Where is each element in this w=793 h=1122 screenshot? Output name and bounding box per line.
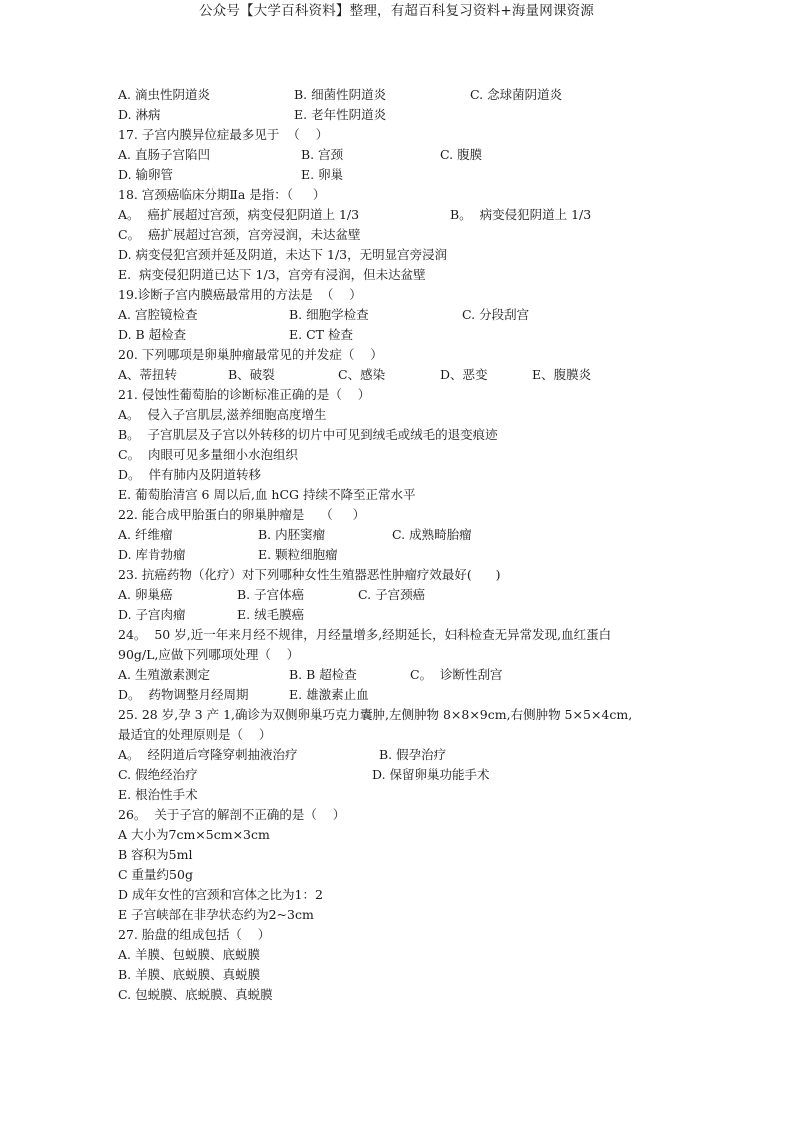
text-line [118,665,678,685]
text-line [118,865,678,885]
text-line [118,185,678,205]
text-line [118,425,678,445]
text-line [118,945,678,965]
option-text: A. 卵巢癌 [118,587,173,602]
line-text: D. 病变侵犯宫颈并延及阴道，未达下 1/3，无明显宫旁浸润 [118,247,448,262]
option-text: A. 生殖激素测定 [118,667,210,682]
line-text: 23. 抗癌药物（化疗）对下列哪种女性生殖器恶性肿瘤疗效最好( ) [118,567,501,582]
text-line [118,485,678,505]
text-line [118,985,678,1005]
line-text: 17. 子宫内膜异位症最多见于 （ ） [118,127,329,142]
option-text: D. 输卵管 [118,167,174,182]
line-text: 90g/L,应做下列哪项处理（ ） [118,647,300,662]
line-text: 27. 胎盘的组成包括（ ） [118,927,271,942]
line-text: 26。 关于子宫的解剖不正确的是（ ） [118,807,346,822]
line-text: E. 葡萄胎清宫 6 周以后,血 hCG 持续不降至正常水平 [118,487,416,502]
option-text: C. 成熟畸胎瘤 [392,527,472,542]
text-line [118,445,678,465]
text-line [118,385,678,405]
text-line [118,805,678,825]
page-header: 公众号【大学百科资料】整理，有超百科复习资料+海量网课资源 [198,3,595,19]
option-text: B. 假孕治疗 [379,747,447,762]
option-text: B. 宫颈 [301,147,344,162]
line-text: B. 羊膜、底蜕膜、真蜕膜 [118,967,261,982]
line-text: 25. 28 岁,孕 3 产 1,确诊为双侧卵巢巧克力囊肿,左侧肿物 8×8×9cm,右侧肿物 5×5×4cm, [118,707,633,722]
option-text: E. 卵巢 [301,167,344,182]
text-line [118,545,678,565]
text-line [118,405,678,425]
option-text: B、破裂 [228,367,275,382]
option-text: A、蒂扭转 [118,367,178,382]
text-line [118,105,678,125]
option-text: D. 淋病 [118,107,161,122]
text-line [118,85,678,105]
question-content [118,85,678,1005]
text-line [118,785,678,805]
line-text: C。 癌扩展超过宫颈，宫旁浸润，未达盆壁 [118,227,361,242]
line-text: C。 肉眼可见多量细小水泡组织 [118,447,299,462]
text-line [118,845,678,865]
line-text: A. 羊膜、包蜕膜、底蜕膜 [118,947,260,962]
option-text: C。 诊断性刮宫 [410,667,503,682]
option-text: B. 细菌性阴道炎 [294,87,387,102]
text-line [118,505,678,525]
option-text: B. 细胞学检查 [289,307,369,322]
line-text: A 大小为7cm×5cm×3cm [118,827,270,842]
text-line [118,225,678,245]
line-text: 24。 50 岁,近一年来月经不规律，月经量增多,经期延长，妇科检查无异常发现,血红蛋白 [118,627,612,642]
text-line [118,705,678,725]
text-line [118,365,678,385]
option-text: D. 保留卵巢功能手术 [372,767,490,782]
line-text: C 重量约50g [118,867,193,882]
text-line [118,925,678,945]
line-text: B。 子宫肌层及子宫以外转移的切片中可见到绒毛或绒毛的退变痕迹 [118,427,498,442]
line-text: A。 侵入子宫肌层,滋养细胞高度增生 [118,407,327,422]
option-text: D. B 超检查 [118,327,187,342]
option-text: A. 直肠子宫陷凹 [118,147,210,162]
option-text: C. 假绝经治疗 [118,767,198,782]
text-line [118,765,678,785]
option-text: E、腹膜炎 [532,367,592,382]
option-text: B. 子宫体癌 [237,587,305,602]
text-line [118,145,678,165]
option-text: B. B 超检查 [289,667,357,682]
option-text: C. 念球菌阴道炎 [470,87,563,102]
option-text: A. 宫腔镜检查 [118,307,198,322]
option-text: A。 经阴道后穹隆穿刺抽液治疗 [118,747,298,762]
text-line [118,325,678,345]
text-line [118,565,678,585]
text-line [118,645,678,665]
line-text: B 容积为5ml [118,847,193,862]
text-line [118,125,678,145]
option-text: D、恶变 [440,367,488,382]
option-text: C、感染 [338,367,386,382]
line-text: E 子宫峡部在非孕状态约为2~3cm [118,907,314,922]
text-line [118,525,678,545]
text-line [118,905,678,925]
text-line [118,265,678,285]
line-text: D 成年女性的宫颈和宫体之比为1：2 [118,887,323,902]
line-text: 20. 下列哪项是卵巢肿瘤最常见的并发症（ ） [118,347,383,362]
text-line [118,725,678,745]
line-text: D。 伴有肺内及阴道转移 [118,467,261,482]
text-line [118,885,678,905]
line-text: E. 病变侵犯阴道已达下 1/3，宫旁有浸润，但未达盆壁 [118,267,426,282]
text-line [118,465,678,485]
option-text: D. 子宫肉瘤 [118,607,186,622]
line-text: E. 根治性手术 [118,787,198,802]
option-text: C. 子宫颈癌 [358,587,426,602]
text-line [118,285,678,305]
option-text: E. CT 检查 [289,327,353,342]
text-line [118,585,678,605]
option-text: D. 库肯勃瘤 [118,547,186,562]
text-line [118,625,678,645]
option-text: B. 内胚窦瘤 [258,527,326,542]
line-text: 最适宜的处理原则是（ ） [118,727,272,742]
text-line [118,245,678,265]
text-line [118,205,678,225]
option-text: A。 癌扩展超过宫颈，病变侵犯阴道上 1/3 [118,207,360,222]
text-line [118,345,678,365]
line-text: 22. 能合成甲胎蛋白的卵巢肿瘤是 （ ） [118,507,366,522]
line-text: C. 包蜕膜、底蜕膜、真蜕膜 [118,987,273,1002]
line-text: 19.诊断子宫内膜癌最常用的方法是 （ ） [118,287,362,302]
option-text: A. 滴虫性阴道炎 [118,87,210,102]
option-text: C. 腹膜 [440,147,483,162]
text-line [118,305,678,325]
option-text: E. 老年性阴道炎 [294,107,387,122]
text-line [118,965,678,985]
line-text: 18. 宫颈癌临床分期Ⅱa 是指：（ ） [118,187,326,202]
option-text: B。 病变侵犯阴道上 1/3 [450,207,592,222]
option-text: D。 药物调整月经周期 [118,687,249,702]
option-text: E. 颗粒细胞瘤 [258,547,338,562]
option-text: E. 绒毛膜癌 [237,607,305,622]
text-line [118,825,678,845]
option-text: C. 分段刮宫 [462,307,530,322]
option-text: E. 雄激素止血 [289,687,369,702]
text-line [118,745,678,765]
text-line [118,165,678,185]
line-text: 21. 侵蚀性葡萄胎的诊断标准正确的是（ ） [118,387,371,402]
option-text: A. 纤维瘤 [118,527,173,542]
text-line [118,685,678,705]
text-line [118,605,678,625]
